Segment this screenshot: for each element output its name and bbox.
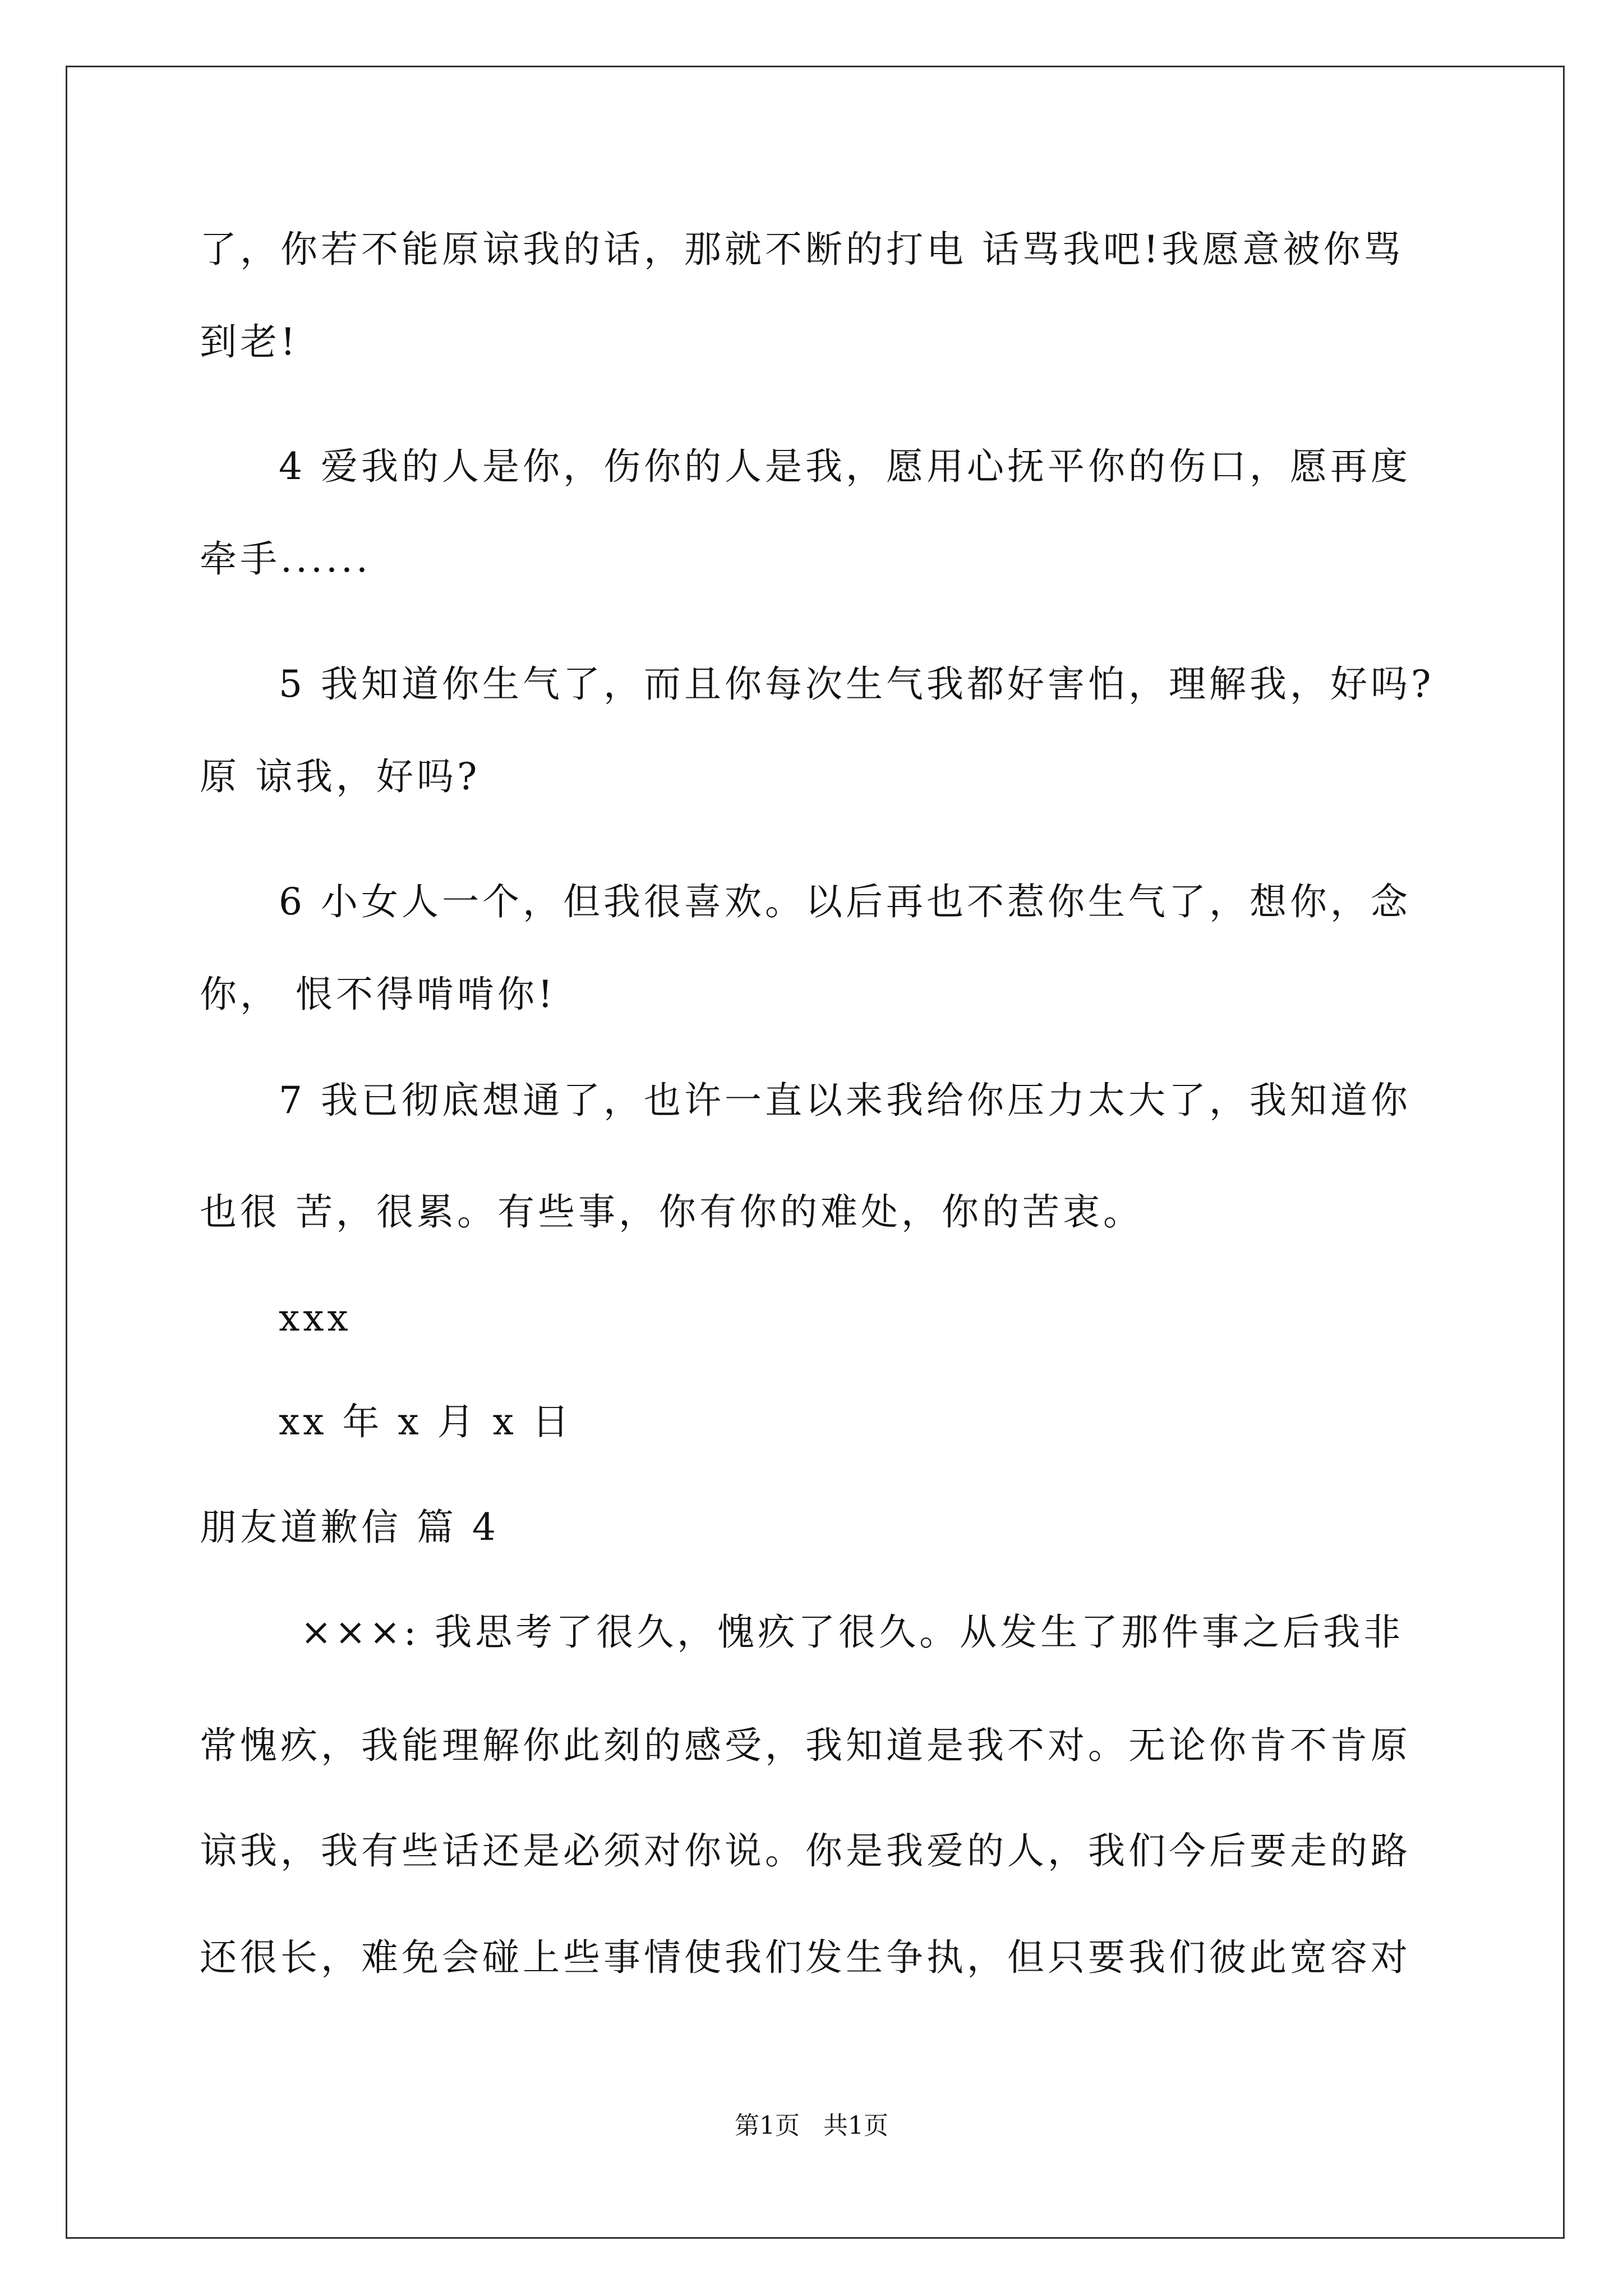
paragraph-line: 7 我已彻底想通了，也许一直以来我给你压力太大了，我知道你 [279,1079,1411,1122]
paragraph-line: 常愧疚，我能理解你此刻的感受，我知道是我不对。无论你肯不肯原 [200,1724,1411,1767]
paragraph-line: 也很 苦，很累。有些事，你有你的难处，你的苦衷。 [200,1190,1144,1234]
signature: xxx [279,1296,352,1340]
paragraph-line: 原 谅我，好吗? [200,755,481,798]
paragraph-line: 谅我，我有些话还是必须对你说。你是我爱的人，我们今后要走的路 [200,1829,1411,1872]
page-border [66,66,1565,2239]
paragraph-line: 还很长，难免会碰上些事情使我们发生争执，但只要我们彼此宽容对 [200,1936,1411,1979]
paragraph-line: 牵手...... [200,537,371,581]
page-footer: 第1页 共1页 [735,2111,888,2140]
paragraph-line: 到老! [200,320,299,364]
paragraph-line: 6 小女人一个，但我很喜欢。以后再也不惹你生气了，想你，念 [279,880,1411,923]
paragraph-line: 5 我知道你生气了，而且你每次生气我都好害怕，理解我，好吗? [279,662,1435,706]
date-line: xx 年 x 月 x 日 [279,1400,573,1443]
section-heading: 朋友道歉信 篇 4 [200,1506,499,1549]
paragraph-line: ×××: 我思考了很久，愧疚了很久。从发生了那件事之后我非 [301,1611,1404,1654]
paragraph-line: 4 爱我的人是你，伤你的人是我，愿用心抚平你的伤口，愿再度 [279,445,1411,488]
paragraph-line: 你， 恨不得啃啃你! [200,973,556,1016]
paragraph-line: 了，你若不能原谅我的话，那就不断的打电 话骂我吧!我愿意被你骂 [200,228,1404,271]
